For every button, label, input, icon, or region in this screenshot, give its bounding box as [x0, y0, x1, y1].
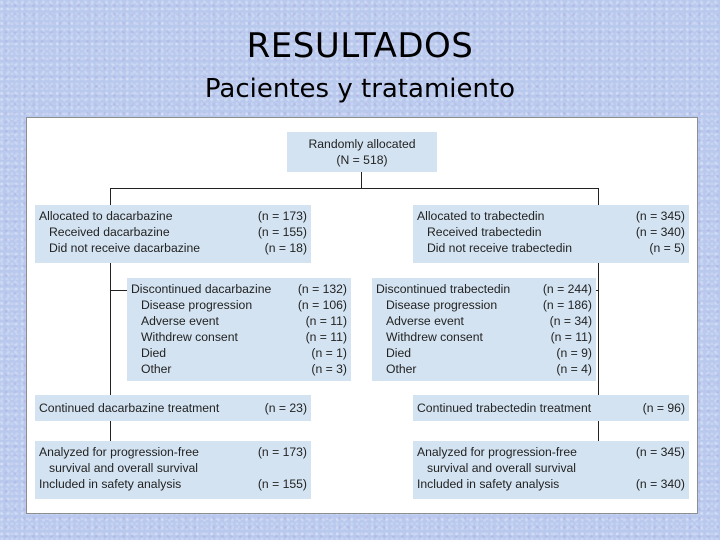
dac-reason-label: Other [141, 362, 172, 376]
dac-analyzed-line1: Analyzed for progression-free [39, 445, 199, 459]
dac-allocated-count: (n = 173) [257, 209, 307, 223]
connector-top-bar [110, 188, 598, 189]
trab-continued-count: (n = 96) [642, 401, 685, 415]
dacarbazine-continued-box [35, 395, 311, 421]
dac-reason-count: (n = 3) [311, 362, 347, 376]
dac-safety-count: (n = 155) [257, 477, 307, 491]
trab-allocated-count: (n = 345) [635, 209, 685, 223]
trab-reason-count: (n = 4) [556, 362, 592, 376]
dac-received-count: (n = 155) [257, 225, 307, 239]
connector-top-stem [361, 172, 362, 188]
slide-subtitle: Pacientes y tratamiento [204, 74, 516, 104]
dacarbazine-discontinued-box [127, 278, 351, 381]
dac-discontinued-count: (n = 132) [297, 282, 347, 296]
trab-analyzed-count: (n = 345) [635, 445, 685, 459]
trab-received-count: (n = 340) [635, 225, 685, 239]
dac-discontinued-label: Discontinued dacarbazine [131, 282, 272, 296]
trabectedin-allocated-box [413, 205, 689, 263]
dac-not-received-count: (n = 18) [264, 241, 307, 255]
dac-reason-label: Adverse event [141, 314, 219, 328]
trab-allocated-label: Allocated to trabectedin [417, 209, 545, 223]
dac-allocated-label: Allocated to dacarbazine [39, 209, 173, 223]
dac-continued-count: (n = 23) [264, 401, 307, 415]
connector-left-branch [110, 290, 127, 291]
trab-not-received-label: Did not receive trabectedin [427, 241, 572, 255]
dac-reason-label: Disease progression [141, 298, 253, 312]
trab-received-label: Received trabectedin [427, 225, 542, 239]
flowchart-panel [26, 117, 698, 514]
connector-left-bottom [110, 421, 111, 441]
trab-not-received-count: (n = 5) [649, 241, 685, 255]
trab-continued-label: Continued trabectedin treatment [417, 401, 592, 415]
slide-title: RESULTADOS [246, 26, 474, 66]
dac-analyzed-count: (n = 173) [257, 445, 307, 459]
trab-safety-label: Included in safety analysis [417, 477, 560, 491]
connector-right-bottom [598, 421, 599, 441]
randomized-count: (N = 518) [336, 153, 388, 167]
connector-left-spine [110, 263, 111, 395]
dacarbazine-allocated-box [35, 205, 311, 263]
dac-reason-count: (n = 11) [305, 330, 347, 344]
trab-reason-label: Disease progression [386, 298, 498, 312]
dac-analyzed-line2: survival and overall survival [49, 461, 199, 475]
randomized-label: Randomly allocated [308, 137, 416, 151]
trabectedin-discontinued-box [372, 278, 596, 381]
trab-reason-label: Other [386, 362, 417, 376]
trab-safety-count: (n = 340) [635, 477, 685, 491]
dac-reason-label: Withdrew consent [141, 330, 238, 344]
trab-reason-label: Adverse event [386, 314, 464, 328]
connector-left-drop [110, 188, 111, 205]
trab-reason-count: (n = 186) [542, 298, 592, 312]
dac-reason-count: (n = 1) [311, 346, 347, 360]
trab-reason-label: Died [386, 346, 412, 360]
dacarbazine-analyzed-box [35, 441, 311, 499]
trab-reason-count: (n = 9) [556, 346, 592, 360]
trabectedin-analyzed-box [413, 441, 689, 499]
trab-reason-count: (n = 11) [550, 330, 592, 344]
connector-right-spine [598, 263, 599, 395]
dac-reason-count: (n = 106) [297, 298, 347, 312]
dac-reason-count: (n = 11) [305, 314, 347, 328]
trab-analyzed-line2: survival and overall survival [427, 461, 577, 475]
dac-continued-label: Continued dacarbazine treatment [39, 401, 220, 415]
connector-right-drop [598, 188, 599, 205]
trab-reason-label: Withdrew consent [386, 330, 483, 344]
trab-reason-count: (n = 34) [549, 314, 592, 328]
dac-not-received-label: Did not receive dacarbazine [49, 241, 201, 255]
dac-safety-label: Included in safety analysis [39, 477, 182, 491]
trab-analyzed-line1: Analyzed for progression-free [417, 445, 577, 459]
dac-received-label: Received dacarbazine [49, 225, 170, 239]
dac-reason-label: Died [141, 346, 167, 360]
trab-discontinued-count: (n = 244) [542, 282, 592, 296]
randomized-box [287, 132, 437, 172]
trabectedin-continued-box [413, 395, 689, 421]
trab-discontinued-label: Discontinued trabectedin [376, 282, 511, 296]
